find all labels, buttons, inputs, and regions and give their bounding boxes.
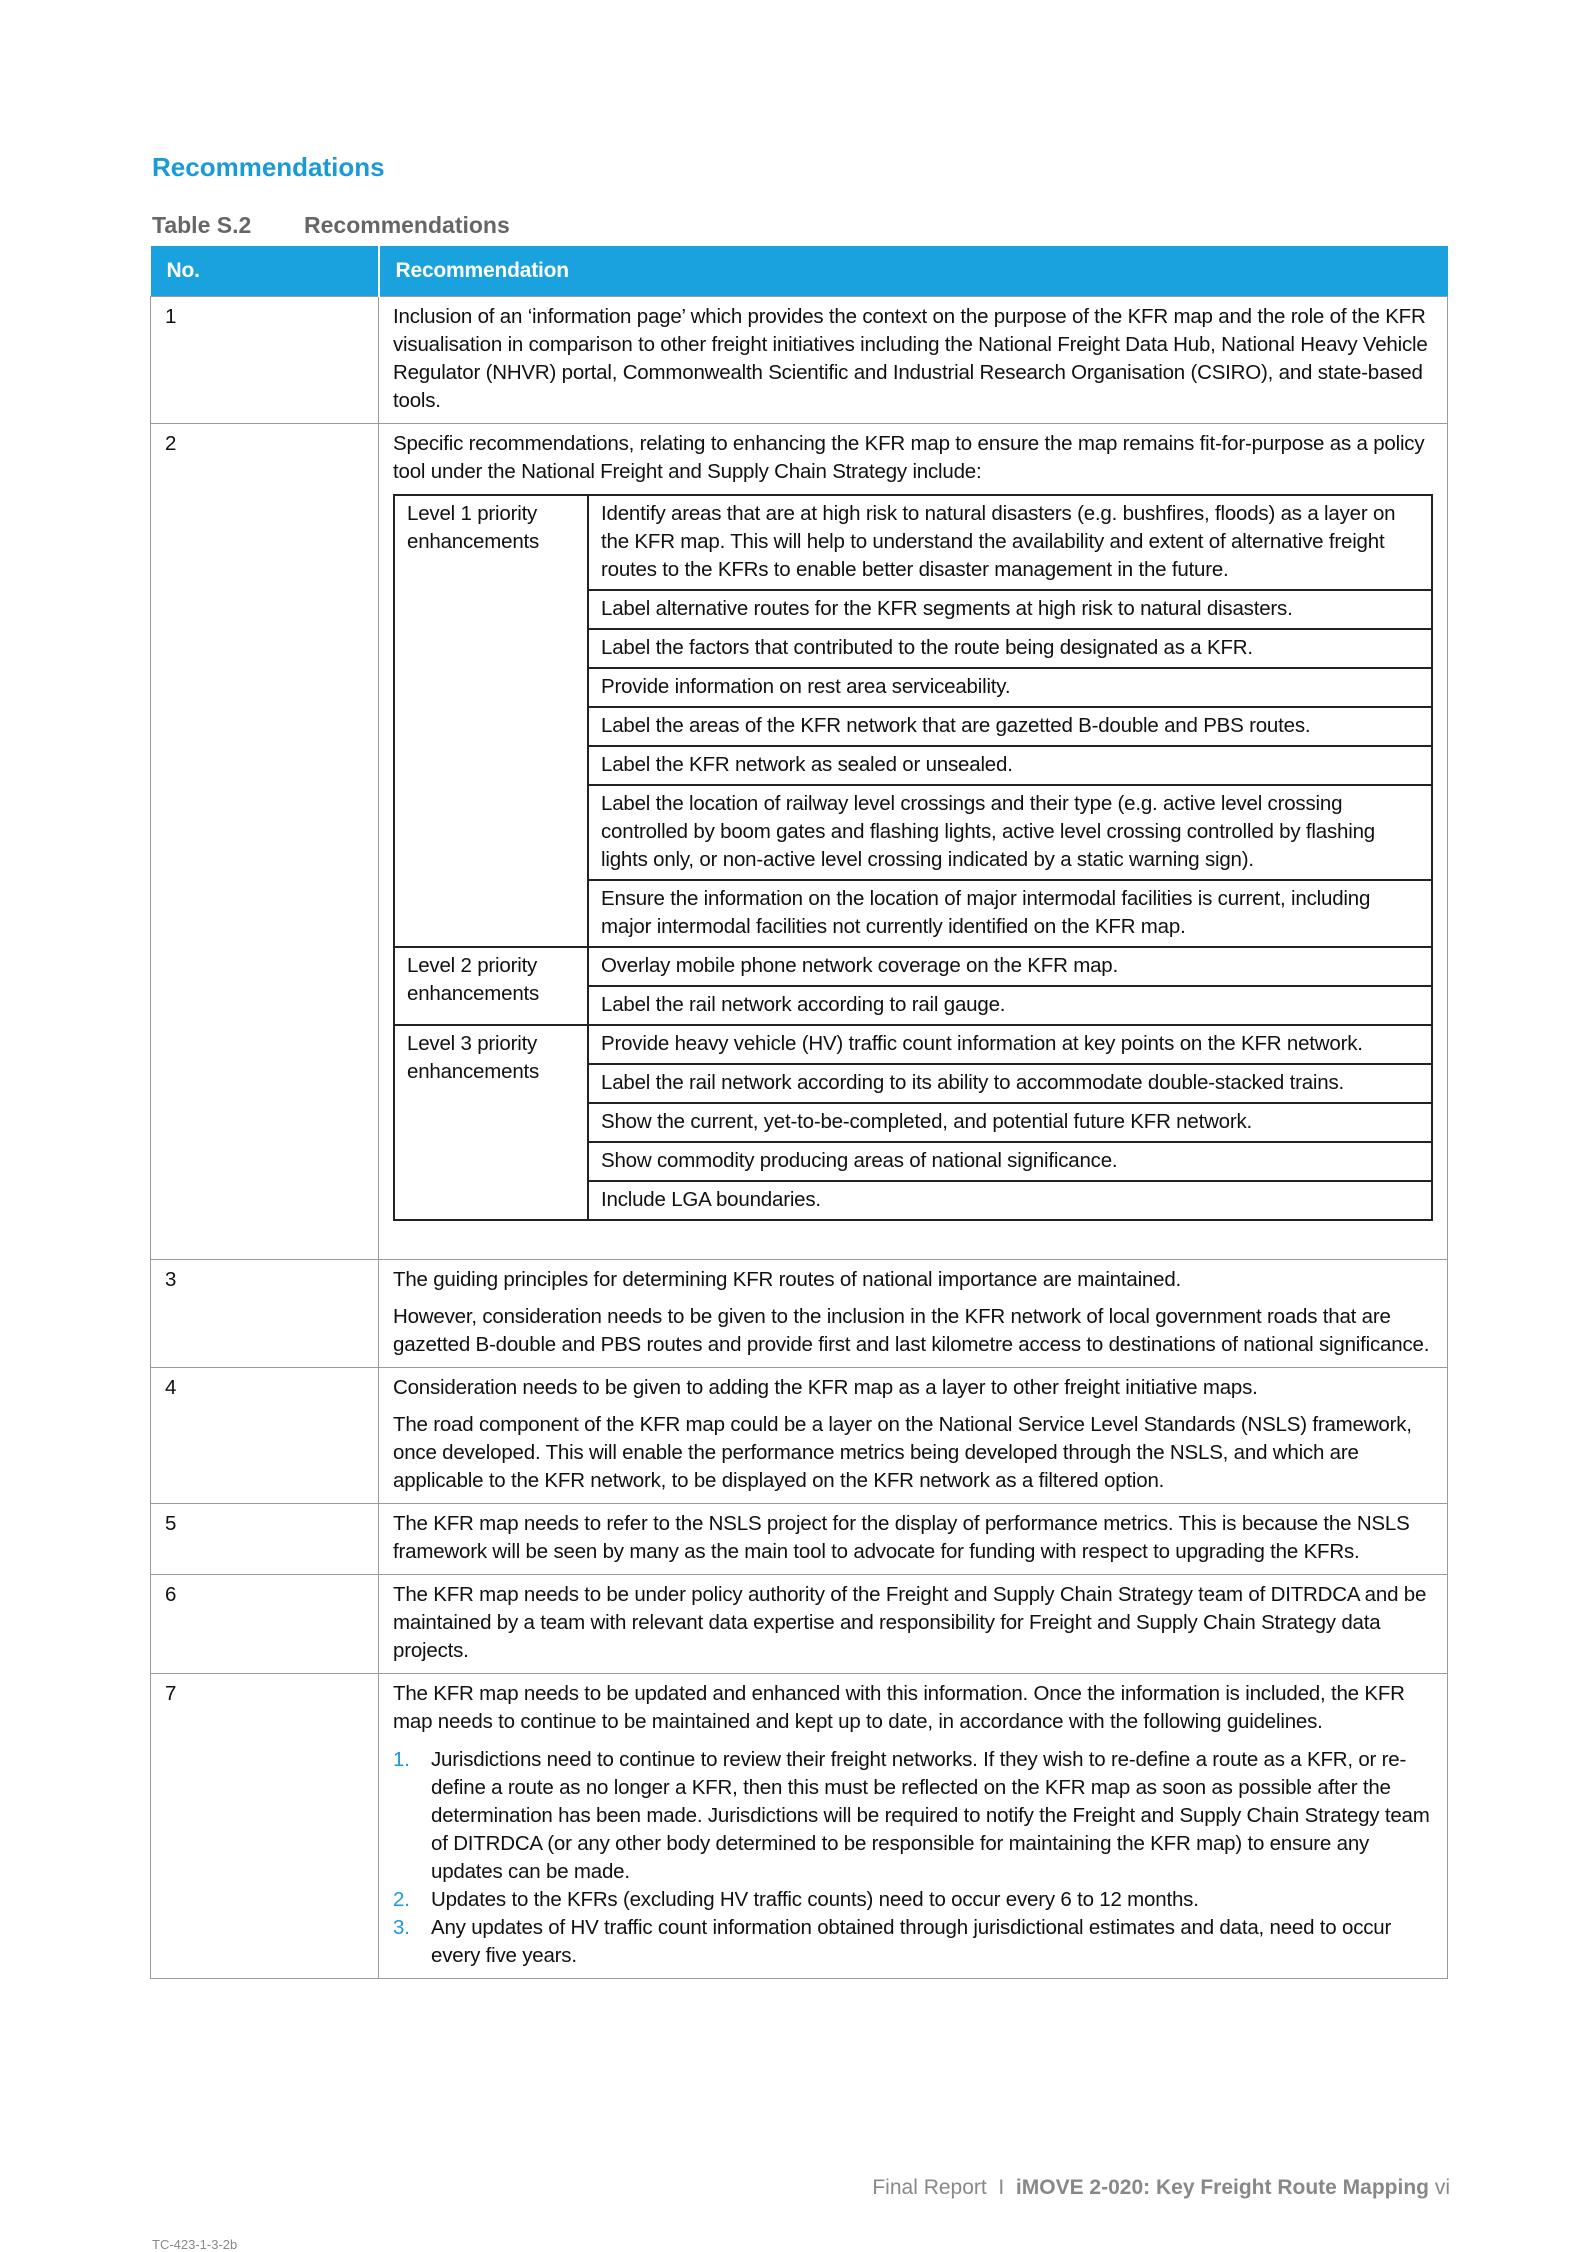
enhancement-item: Label the rail network according to its ability to accommodate double-stacked trains. [588,1064,1432,1103]
enhancement-item: Provide heavy vehicle (HV) traffic count information at key points on the KFR network. [588,1025,1432,1064]
priority-row [394,947,1432,986]
recommendation-text: The guiding principles for determining KFR routes of national importance are maintained. [393,1268,1182,1291]
row-number: 5 [151,1504,379,1575]
priority-row [394,495,1432,590]
header-no: No. [151,246,379,297]
priority-row [394,1025,1432,1064]
table-row [151,1368,1448,1504]
table-caption-number: Table S.2 [152,212,252,238]
enhancement-item: Label the KFR network as sealed or unsealed. [588,746,1432,785]
priority-enhancements-table [393,494,1433,1221]
enhancement-item: Ensure the information on the location of major intermodal facilities is current, including major intermodal facilities not currently identified on the KFR map. [588,880,1432,947]
recommendation-text: The KFR map needs to be under policy authority of the Freight and Supply Chain Strategy team of DITRDCA and be maintained by a team with relevant data expertise and responsibility for Freight and Supply Chain Strategy data projects. [393,1583,1427,1662]
enhancement-item: Overlay mobile phone network coverage on the KFR map. [588,947,1432,986]
enhancement-item: Include LGA boundaries. [588,1181,1432,1220]
recommendation-cell [379,424,1448,1260]
level-2-label: Level 2 priority enhancements [394,947,588,1025]
list-text: Updates to the KFRs (excluding HV traffic counts) need to occur every 6 to 12 months. [431,1888,1199,1911]
footer-separator: I [998,2176,1005,2199]
table-row [151,1674,1448,1979]
list-text: Any updates of HV traffic count information obtained through jurisdictional estimates and data, need to occur every five years. [431,1916,1392,1967]
list-item [393,1746,1433,1886]
list-number: 2. [393,1888,410,1911]
recommendation-cell [379,297,1448,424]
enhancement-item: Provide information on rest area serviceability. [588,668,1432,707]
level-3-label: Level 3 priority enhancements [394,1025,588,1220]
recommendation-text: However, consideration needs to be given to the inclusion in the KFR network of local government roads that are gazetted B-double and PBS routes and provide first and last kilometre access to destinations of national significance. [393,1305,1430,1356]
recommendation-intro: The KFR map needs to be updated and enhanced with this information. Once the information is included, the KFR map needs to continue to be maintained and kept up to date, in accordance with the following guidelines. [393,1682,1405,1733]
list-item [393,1914,1433,1970]
list-item [393,1886,1433,1914]
recommendation-cell [379,1674,1448,1979]
list-number: 1. [393,1748,410,1771]
recommendation-text: The KFR map needs to refer to the NSLS project for the display of performance metrics. This is because the NSLS framework will be seen by many as the main tool to advocate for funding with respect to upgrading the KFRs. [393,1512,1410,1563]
enhancement-item: Show the current, yet-to-be-completed, and potential future KFR network. [588,1103,1432,1142]
footer-report-label: Final Report [872,2176,987,2199]
page-footer [872,2176,1450,2200]
list-text: Jurisdictions need to continue to review their freight networks. If they wish to re-define a route as a KFR, or re-define a route as no longer a KFR, then this must be reflected on the KFR map as soon as possible after the determination has been made. Jurisdictions will be required to notify the Freight and Supply Chain Strategy team of DITRDCA (or any other body determined to be responsible for maintaining the KFR map) to ensure any updates can be made. [431,1748,1430,1883]
row-number: 4 [151,1368,379,1504]
recommendation-text: Inclusion of an ‘information page’ which provides the context on the purpose of the KFR map and the role of the KFR visualisation in comparison to other freight initiatives including the National Freight Data Hub, National Heavy Vehicle Regulator (NHVR) portal, Commonwealth Scientific and Industrial Research Organisation (CSIRO), and state-based tools. [393,305,1428,412]
recommendation-text: The road component of the KFR map could be a layer on the National Service Level Standards (NSLS) framework, once developed. This will enable the performance metrics being developed through the NSLS, and which are applicable to the KFR network, to be displayed on the KFR network as a filtered option. [393,1413,1412,1492]
footer-document-title: iMOVE 2-020: Key Freight Route Mapping [1015,2176,1429,2199]
table-row [151,1504,1448,1575]
recommendation-cell [379,1504,1448,1575]
table-row [151,424,1448,1260]
row-number: 2 [151,424,379,1260]
table-header-row [151,246,1448,297]
enhancement-item: Label alternative routes for the KFR segments at high risk to natural disasters. [588,590,1432,629]
level-1-label: Level 1 priority enhancements [394,495,588,947]
row-number: 1 [151,297,379,424]
list-number: 3. [393,1916,410,1939]
guidelines-list [393,1746,1433,1970]
table-caption [152,212,510,239]
recommendations-table [150,246,1448,1979]
enhancement-item: Label the areas of the KFR network that are gazetted B-double and PBS routes. [588,707,1432,746]
page-number: vi [1434,2176,1450,2199]
section-heading: Recommendations [152,152,385,182]
enhancement-item: Label the location of railway level crossings and their type (e.g. active level crossing controlled by boom gates and flashing lights, active level crossing controlled by flashing lights only, or non-active level crossing indicated by a static warning sign). [588,785,1432,880]
row-number: 3 [151,1260,379,1368]
row-number: 7 [151,1674,379,1979]
recommendation-cell [379,1575,1448,1674]
recommendation-text: Consideration needs to be given to adding the KFR map as a layer to other freight initiative maps. [393,1376,1258,1399]
table-caption-title: Recommendations [304,212,510,238]
table-row [151,1260,1448,1368]
enhancement-item: Identify areas that are at high risk to natural disasters (e.g. bushfires, floods) as a layer on the KFR map. This will help to understand the availability and extent of alternative freight routes to the KFRs to enable better disaster management in the future. [588,495,1432,590]
enhancement-item: Label the rail network according to rail gauge. [588,986,1432,1025]
enhancement-item: Show commodity producing areas of national significance. [588,1142,1432,1181]
document-code: TC-423-1-3-2b [152,2237,238,2252]
row-number: 6 [151,1575,379,1674]
recommendation-intro: Specific recommendations, relating to enhancing the KFR map to ensure the map remains fit-for-purpose as a policy tool under the National Freight and Supply Chain Strategy include: [393,432,1425,483]
table-row [151,1575,1448,1674]
recommendation-cell [379,1260,1448,1368]
recommendation-cell [379,1368,1448,1504]
header-recommendation: Recommendation [379,246,1448,297]
enhancement-item: Label the factors that contributed to the route being designated as a KFR. [588,629,1432,668]
table-row [151,297,1448,424]
